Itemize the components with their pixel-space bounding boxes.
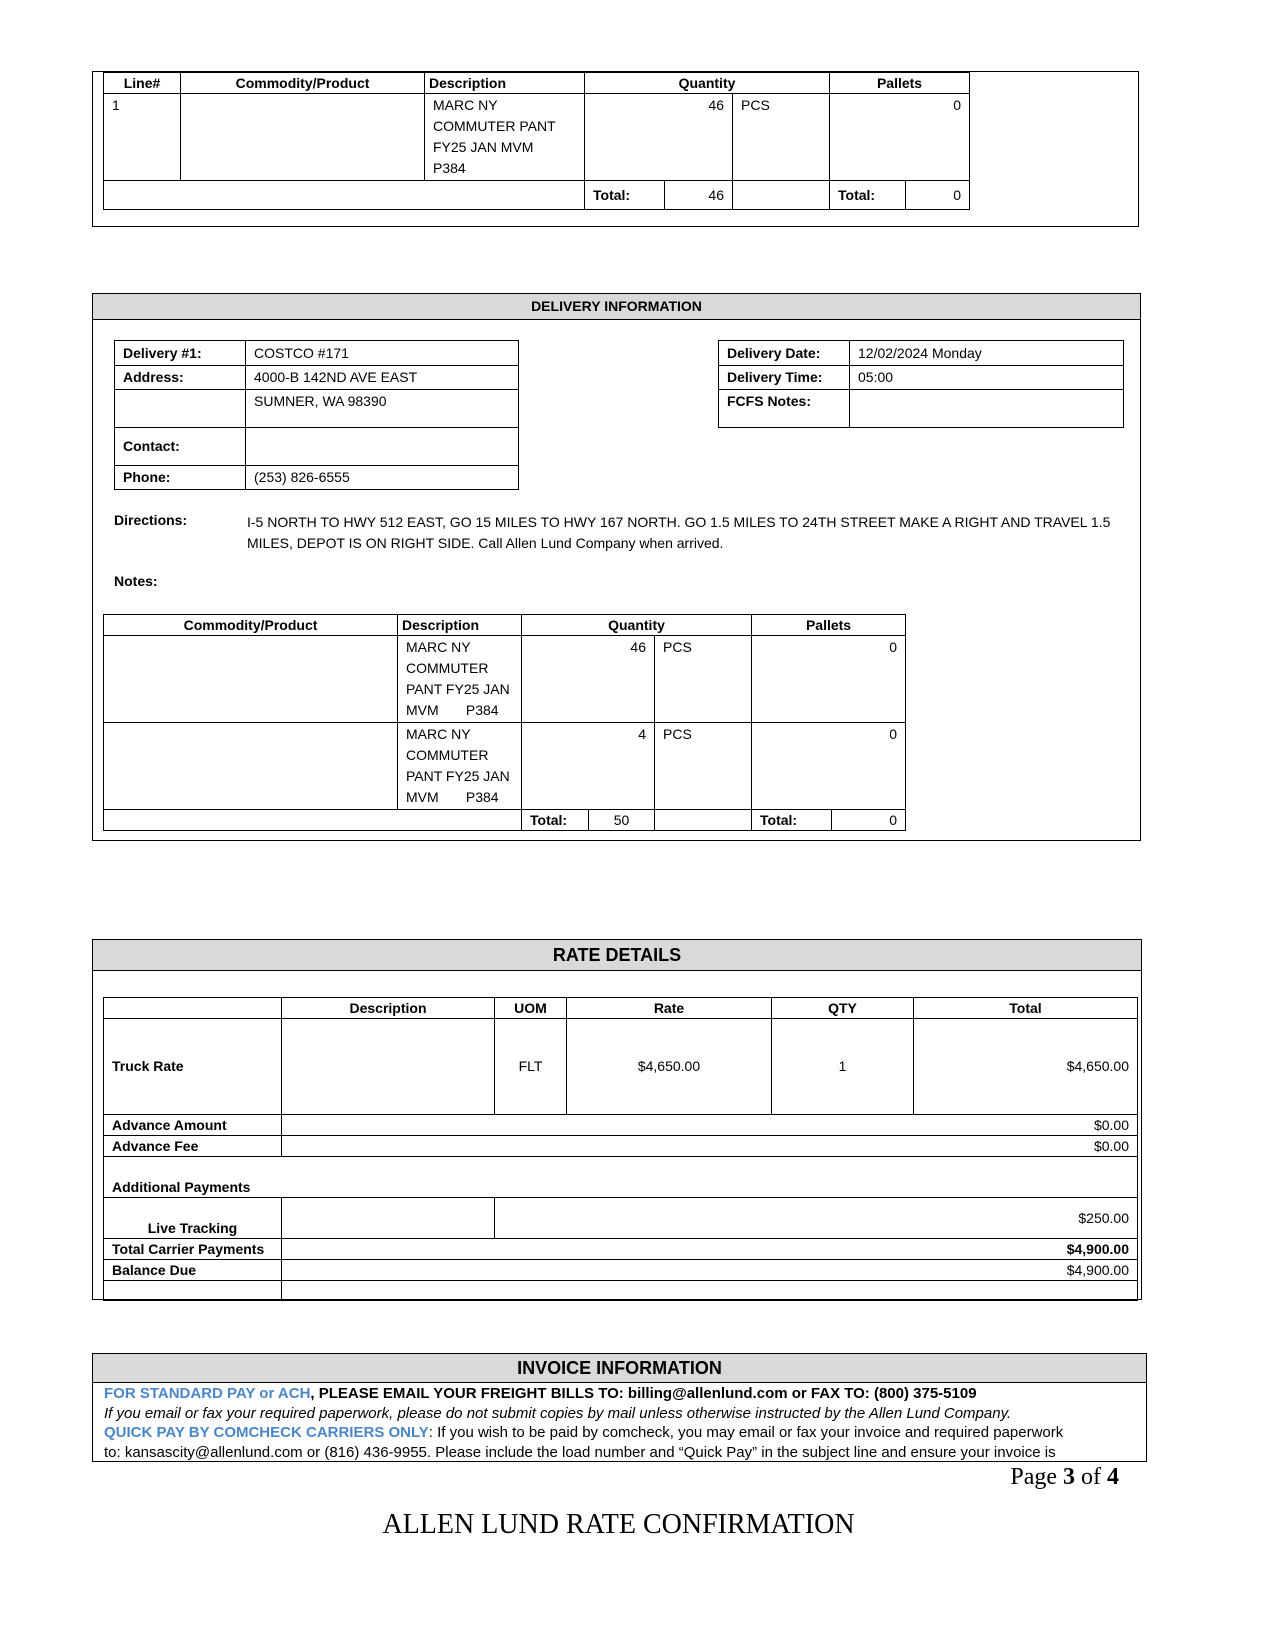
items-header-commodity: Commodity/Product <box>104 615 398 636</box>
line-number: 1 <box>104 94 181 181</box>
description-line: COMMUTER <box>406 660 489 676</box>
rate-empty-cell <box>104 1281 282 1301</box>
description-line: MARC NY <box>406 726 471 742</box>
table-row <box>104 94 970 181</box>
invoice-title: INVOICE INFORMATION <box>92 1353 1147 1383</box>
balance-due-label: Balance Due <box>104 1260 282 1281</box>
total-unit-spacer <box>733 181 830 210</box>
fcfs-notes-label: FCFS Notes: <box>719 390 850 428</box>
line-items-table <box>103 72 970 210</box>
header-description: Description <box>425 73 585 94</box>
fcfs-notes-value <box>850 390 1124 428</box>
standard-pay-instructions: , PLEASE EMAIL YOUR FREIGHT BILLS TO: billing@allenlund.com or FAX TO: (800) 375-5109 <box>310 1385 977 1402</box>
rate-header-rate: Rate <box>567 998 772 1019</box>
pallets-cell: 0 <box>752 636 906 723</box>
invoice-text <box>104 1384 1144 1460</box>
description-line: MARC NY <box>433 97 498 113</box>
table-row <box>104 636 906 723</box>
total-pallets-label: Total: <box>752 810 832 831</box>
description-line: PANT FY25 JAN <box>406 681 510 697</box>
commodity-cell <box>104 723 398 810</box>
items-header-pallets: Pallets <box>752 615 906 636</box>
total-quantity: 50 <box>589 810 655 831</box>
live-tracking-description <box>282 1198 495 1239</box>
pallets-cell: 0 <box>830 94 970 181</box>
items-header-quantity: Quantity <box>522 615 752 636</box>
total-pallets: 0 <box>832 810 906 831</box>
balance-due-value: $4,900.00 <box>282 1260 1138 1281</box>
rate-header-total: Total <box>914 998 1138 1019</box>
description-line: MARC NY <box>406 639 471 655</box>
directions-label: Directions: <box>114 512 188 528</box>
directions-text <box>247 512 1127 554</box>
truck-rate-label: Truck Rate <box>104 1019 282 1115</box>
unit-cell: PCS <box>655 723 752 810</box>
delivery-schedule-table <box>718 340 1124 428</box>
description-line: COMMUTER PANT <box>433 118 556 134</box>
total-carrier-label: Total Carrier Payments <box>104 1239 282 1260</box>
delivery-items-table <box>103 614 906 831</box>
delivery-address-table <box>114 340 519 490</box>
rate-header-blank <box>104 998 282 1019</box>
rate-header-description: Description <box>282 998 495 1019</box>
description-cell <box>425 94 585 181</box>
truck-rate-uom: FLT <box>495 1019 567 1115</box>
description-line: MVM P384 <box>406 789 499 805</box>
unit-cell: PCS <box>733 94 830 181</box>
delivery-time-label: Delivery Time: <box>719 366 850 390</box>
total-spacer <box>104 810 522 831</box>
description-line: FY25 JAN MVM <box>433 139 534 155</box>
delivery-time-value: 05:00 <box>850 366 1124 390</box>
table-row <box>104 1019 1138 1115</box>
header-pallets: Pallets <box>830 73 970 94</box>
total-spacer <box>104 181 585 210</box>
quantity-cell: 46 <box>522 636 655 723</box>
invoice-line-standard-pay <box>104 1384 1144 1404</box>
description-line: PANT FY25 JAN <box>406 768 510 784</box>
pallets-cell: 0 <box>752 723 906 810</box>
unit-cell: PCS <box>655 636 752 723</box>
directions-line: MILES, DEPOT IS ON RIGHT SIDE. Call Allen Lund Company when arrived. <box>247 535 724 551</box>
header-quantity: Quantity <box>585 73 830 94</box>
delivery-number-value: COSTCO #171 <box>246 341 519 366</box>
document-title: ALLEN LUND RATE CONFIRMATION <box>382 1509 855 1540</box>
delivery-date-value: 12/02/2024 Monday <box>850 341 1124 366</box>
delivery-number-label: Delivery #1: <box>115 341 246 366</box>
quantity-cell: 46 <box>585 94 733 181</box>
rate-header-qty: QTY <box>772 998 914 1019</box>
description-line: P384 <box>433 160 466 176</box>
total-quantity: 46 <box>665 181 733 210</box>
total-unit-spacer <box>655 810 752 831</box>
address-line2: SUMNER, WA 98390 <box>246 390 519 428</box>
quantity-cell: 4 <box>522 723 655 810</box>
rate-table <box>103 997 1138 1301</box>
total-label: Total: <box>585 181 665 210</box>
advance-amount-value: $0.00 <box>282 1115 1138 1136</box>
truck-rate-rate: $4,650.00 <box>567 1019 772 1115</box>
invoice-line-mail-note: If you email or fax your required paperwork, please do not submit copies by mail unless otherwise instructed by the Allen Lund Company. <box>104 1404 1012 1422</box>
page-total: 4 <box>1107 1464 1119 1490</box>
delivery-date-label: Delivery Date: <box>719 341 850 366</box>
rate-header-uom: UOM <box>495 998 567 1019</box>
truck-rate-total: $4,650.00 <box>914 1019 1138 1115</box>
header-commodity: Commodity/Product <box>181 73 425 94</box>
invoice-line-quick-pay-contact: to: kansascity@allenlund.com or (816) 436-9955. Please include the load number and “Quick Pay” in the subject line and ensure your invoice is <box>104 1443 1056 1460</box>
commodity-cell <box>104 636 398 723</box>
delivery-title: DELIVERY INFORMATION <box>92 293 1141 320</box>
total-carrier-value: $4,900.00 <box>282 1239 1138 1260</box>
contact-value <box>246 428 519 466</box>
description-cell <box>398 636 522 723</box>
directions-line: I-5 NORTH TO HWY 512 EAST, GO 15 MILES TO HWY 167 NORTH. GO 1.5 MILES TO 24TH STREET MAKE A RIGHT AND TRAVEL 1.5 <box>247 514 1111 530</box>
live-tracking-value: $250.00 <box>495 1198 1138 1239</box>
total-label: Total: <box>522 810 589 831</box>
address-label-spacer <box>115 390 246 428</box>
rate-title: RATE DETAILS <box>92 939 1142 971</box>
additional-payments-label: Additional Payments <box>104 1157 1138 1198</box>
page-current: 3 <box>1063 1464 1075 1490</box>
phone-label: Phone: <box>115 466 246 490</box>
page-prefix: Page <box>1010 1464 1063 1490</box>
truck-rate-qty: 1 <box>772 1019 914 1115</box>
quick-pay-instructions: : If you wish to be paid by comcheck, you may email or fax your invoice and required paperwork <box>428 1424 1064 1441</box>
notes-label: Notes: <box>114 573 158 589</box>
address-label: Address: <box>115 366 246 390</box>
table-row <box>104 723 906 810</box>
page-of: of <box>1075 1464 1107 1490</box>
page-number <box>1010 1464 1119 1491</box>
commodity-cell <box>181 94 425 181</box>
header-line: Line# <box>104 73 181 94</box>
contact-label: Contact: <box>115 428 246 466</box>
advance-fee-value: $0.00 <box>282 1136 1138 1157</box>
rate-empty-cell <box>282 1281 1138 1301</box>
description-line: MVM P384 <box>406 702 499 718</box>
advance-fee-label: Advance Fee <box>104 1136 282 1157</box>
description-cell <box>398 723 522 810</box>
truck-rate-description <box>282 1019 495 1115</box>
invoice-line-quick-pay <box>104 1423 1144 1443</box>
quick-pay-heading: QUICK PAY BY COMCHECK CARRIERS ONLY <box>104 1424 429 1441</box>
description-line: COMMUTER <box>406 747 489 763</box>
phone-value: (253) 826-6555 <box>246 466 519 490</box>
standard-pay-heading: FOR STANDARD PAY or ACH <box>104 1385 311 1402</box>
items-header-description: Description <box>398 615 522 636</box>
live-tracking-label: Live Tracking <box>104 1198 282 1239</box>
address-line1: 4000-B 142ND AVE EAST <box>246 366 519 390</box>
total-pallets-label: Total: <box>830 181 906 210</box>
total-pallets: 0 <box>906 181 970 210</box>
advance-amount-label: Advance Amount <box>104 1115 282 1136</box>
